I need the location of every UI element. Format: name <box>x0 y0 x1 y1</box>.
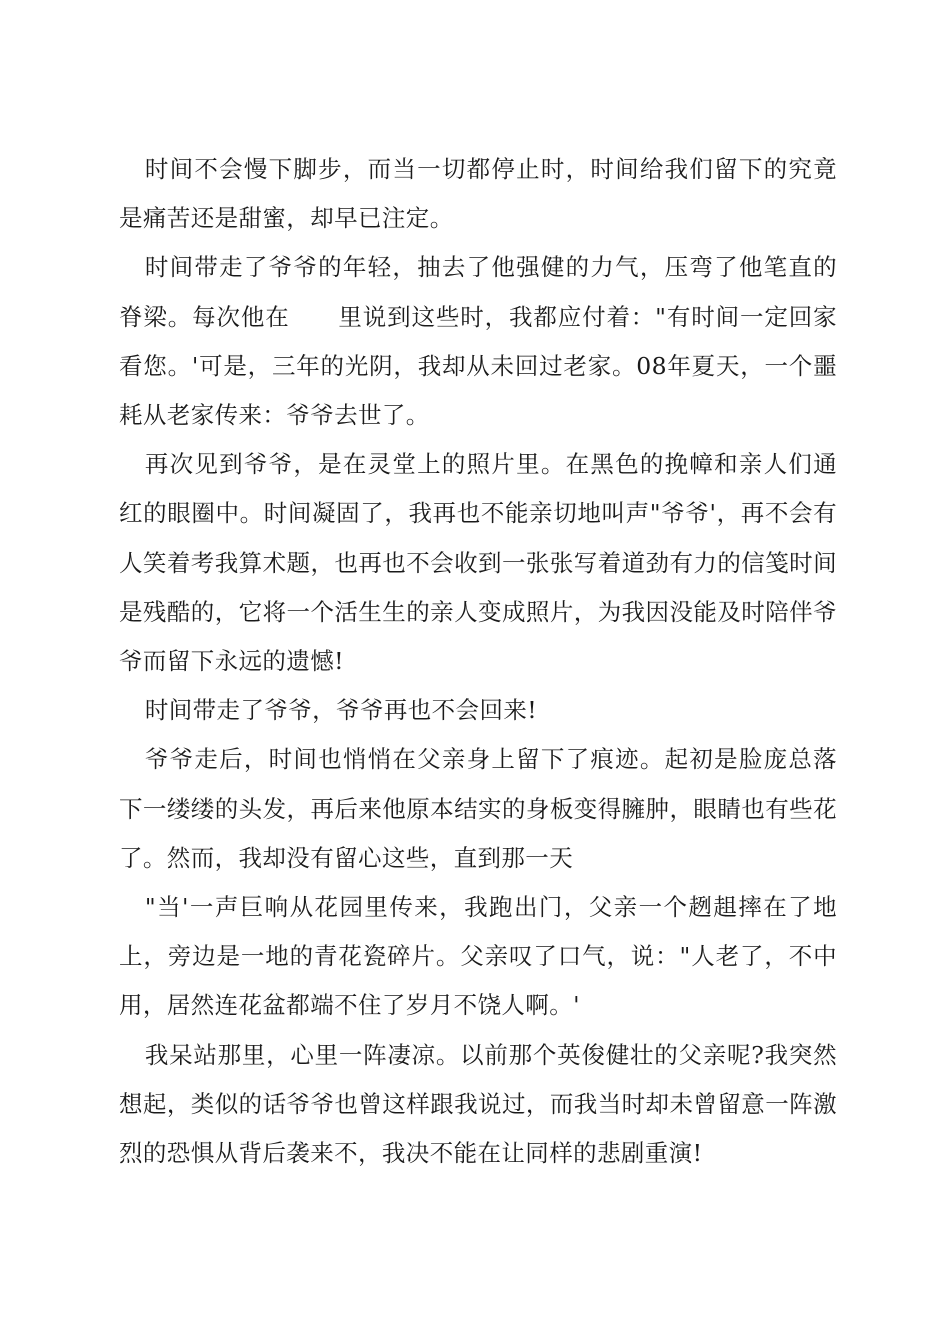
document-body <box>119 145 837 1178</box>
paragraph-3: 再次见到爷爷，是在灵堂上的照片里。在黑色的挽幛和亲人们通红的眼圈中。时间凝固了，我再也不能亲切地叫声"爷爷'，再不会有人笑着考我算术题，也再也不会收到一张张写着道劲有力的信笺时间是残酷的，它将一个活生生的亲人变成照片，为我因没能及时陪伴爷爷而留下永远的遗憾! <box>119 450 837 676</box>
paragraph-1: 时间不会慢下脚步，而当一切都停止时，时间给我们留下的究竟是痛苦还是甜蜜，却早已注定。 <box>119 155 837 233</box>
paragraph-6: "当'一声巨响从花园里传来，我跑出门，父亲一个趔趄摔在了地上，旁边是一地的青花瓷碎片。父亲叹了口气，说："人老了，不中用，居然连花盆都端不住了岁月不饶人啊。' <box>119 893 837 1020</box>
paragraph-5: 爷爷走后，时间也悄悄在父亲身上留下了痕迹。起初是脸庞总落下一缕缕的头发，再后来他原本结实的身板变得臃肿，眼睛也有些花了。然而，我却没有留心这些，直到那一天 <box>119 745 837 872</box>
paragraph-4: 时间带走了爷爷，爷爷再也不会回来! <box>144 696 538 725</box>
paragraph-7: 我呆站那里，心里一阵凄凉。以前那个英俊健壮的父亲呢?我突然想起，类似的话爷爷也曾这样跟我说过，而我当时却未曾留意一阵激烈的恐惧从背后袭来不，我决不能在让同样的悲剧重演! <box>119 1040 837 1168</box>
paragraph-2: 时间带走了爷爷的年轻，抽去了他强健的力气，压弯了他笔直的脊梁。每次他在 里说到这些时，我都应付着："有时间一定回家看您。'可是，三年的光阴，我却从未回过老家。08年夏天，一个噩耗从老家传来：爷爷去世了。 <box>119 253 837 430</box>
